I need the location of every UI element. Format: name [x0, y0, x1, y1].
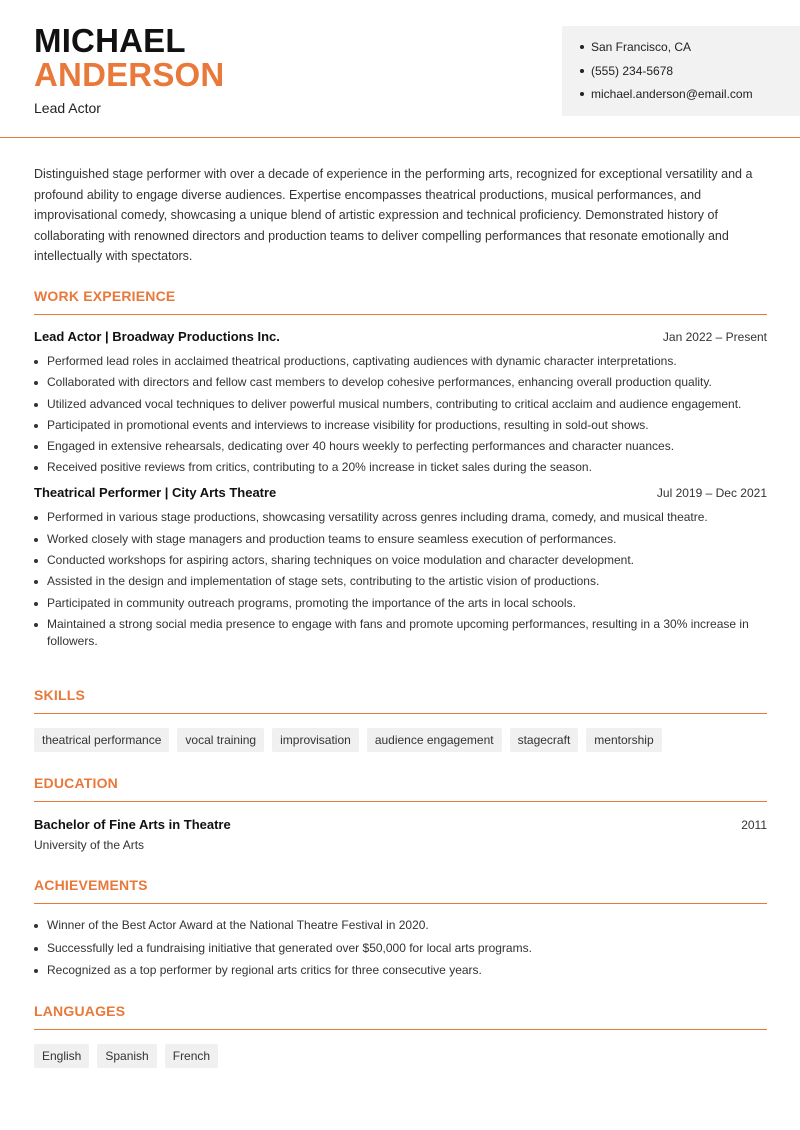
section-title-languages: LANGUAGES	[34, 1003, 126, 1019]
contact-email	[580, 85, 800, 109]
skill-tag: audience engagement	[367, 728, 502, 752]
language-tag: English	[34, 1044, 89, 1068]
achievements-list	[34, 917, 767, 979]
summary-paragraph: Distinguished stage performer with over a decade of experience in the performing arts, recognized for exceptional versatility and a profound ability to engage diverse audiences. Expertise encompasses theatrical productions, musical performances, and improvisational comedy, showcasing a unique blend of artistic expression and technical proficiency. Demonstrated history of collaborating with renowned directors and production teams to deliver compelling performances that resonate emotionally and intellectually with spectators.	[34, 167, 753, 263]
contact-phone	[580, 62, 800, 86]
work-experience-section	[34, 288, 767, 654]
list-item: Recognized as a top performer by regional arts critics for three consecutive years.	[34, 962, 767, 979]
section-divider	[34, 713, 767, 714]
list-item: Participated in promotional events and interviews to increase visibility for productions, resulting in sold-out shows.	[34, 417, 767, 434]
bullet-icon	[580, 92, 584, 96]
skills-section	[34, 687, 767, 752]
job-dates: Jul 2019 – Dec 2021	[656, 486, 767, 501]
skill-tag: theatrical performance	[34, 728, 169, 752]
job-title: Theatrical Performer | City Arts Theatre	[34, 485, 277, 501]
list-item: Successfully led a fundraising initiative that generated over $50,000 for local arts programs.	[34, 940, 767, 957]
education-year: 2011	[741, 818, 767, 832]
languages-list	[34, 1044, 767, 1068]
list-item: Conducted workshops for aspiring actors, sharing techniques on voice modulation and character development.	[34, 552, 767, 569]
skill-tag: stagecraft	[510, 728, 579, 752]
contact-location	[580, 38, 800, 62]
skill-tag: mentorship	[586, 728, 661, 752]
job-dates: Jan 2022 – Present	[662, 330, 767, 344]
achievements-section	[34, 877, 767, 985]
last-name: ANDERSON	[34, 56, 225, 93]
skill-tag: improvisation	[272, 728, 359, 752]
list-item: Assisted in the design and implementation of stage sets, contributing to the artistic vision of productions.	[34, 573, 767, 590]
list-item: Winner of the Best Actor Award at the National Theatre Festival in 2020.	[34, 917, 767, 934]
list-item: Engaged in extensive rehearsals, dedicating over 40 hours weekly to perfecting performances and character nuances.	[34, 438, 767, 455]
section-title-achievements: ACHIEVEMENTS	[34, 877, 148, 893]
resume-header	[0, 0, 800, 138]
job-role: Lead Actor	[34, 100, 101, 116]
list-item: Received positive reviews from critics, contributing to a 20% increase in ticket sales during the season.	[34, 459, 767, 476]
phone-text: (555) 234-5678	[591, 63, 674, 78]
first-name: MICHAEL	[34, 22, 186, 59]
list-item: Performed in various stage productions, showcasing versatility across genres including drama, comedy, and musical theatre.	[34, 509, 767, 526]
job-entry	[34, 329, 767, 476]
location-text: San Francisco, CA	[591, 40, 692, 54]
bullet-icon	[580, 45, 584, 49]
bullet-icon	[580, 69, 584, 73]
language-tag: French	[165, 1044, 218, 1068]
education-degree: Bachelor of Fine Arts in Theatre	[34, 817, 231, 832]
language-tag: Spanish	[97, 1044, 156, 1068]
email-text: michael.anderson@email.com	[591, 87, 753, 101]
list-item: Utilized advanced vocal techniques to deliver powerful musical numbers, contributing to critical acclaim and audience engagement.	[34, 396, 767, 413]
education-section	[34, 775, 767, 852]
section-divider	[34, 801, 767, 802]
skill-tag: vocal training	[177, 728, 264, 752]
list-item: Maintained a strong social media presence to engage with fans and promote upcoming performances, resulting in a 30% increase in followers.	[34, 616, 767, 650]
job-entry	[34, 485, 767, 649]
list-item: Performed lead roles in acclaimed theatrical productions, captivating audiences with dynamic character interpretations.	[34, 353, 767, 370]
section-divider	[34, 314, 767, 315]
job-title: Lead Actor | Broadway Productions Inc.	[34, 329, 280, 344]
job-bullets	[34, 509, 767, 649]
section-title-education: EDUCATION	[34, 775, 118, 791]
education-school: University of the Arts	[34, 838, 145, 852]
contact-box	[562, 26, 800, 116]
section-divider	[34, 903, 767, 904]
section-title-skills: SKILLS	[34, 687, 85, 703]
job-bullets	[34, 353, 767, 476]
skills-list	[34, 728, 767, 752]
list-item: Collaborated with directors and fellow cast members to develop cohesive performances, enhancing overall production quality.	[34, 374, 767, 391]
candidate-name	[34, 24, 224, 92]
section-divider	[34, 1029, 767, 1030]
list-item: Participated in community outreach programs, promoting the importance of the arts in local schools.	[34, 595, 767, 612]
section-title-work: WORK EXPERIENCE	[34, 288, 176, 304]
languages-section	[34, 1003, 767, 1068]
list-item: Worked closely with stage managers and production teams to ensure seamless execution of performances.	[34, 531, 767, 548]
